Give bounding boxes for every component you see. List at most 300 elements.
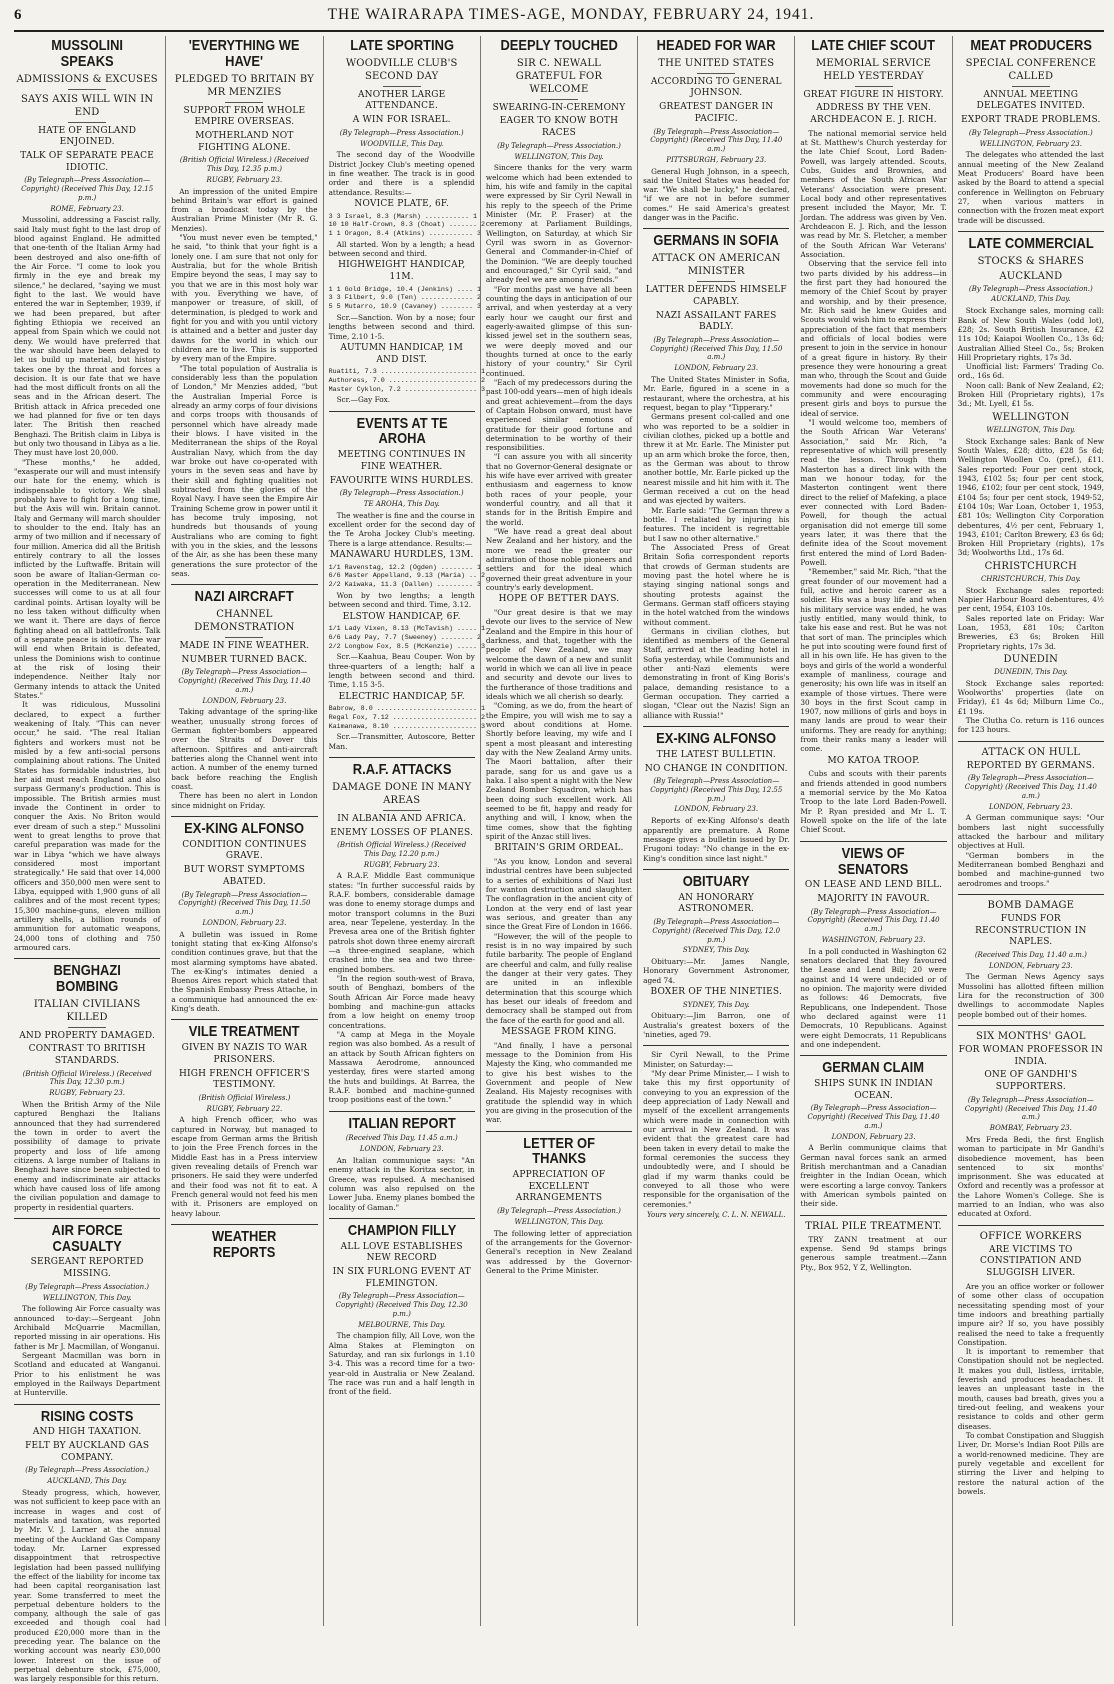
paragraph: The champion filly, All Love, won the Alma Stakes at Flemington on Saturday, and ran six furlongs in 1.10 3-4. This was a record time for a two-year-old in Australia or New Zealand. The race was run and a half length in front of the field. bbox=[328, 1331, 475, 1397]
paragraph: A Berlin communique claims that German naval forces sank an armed British merchantman and a Canadian freighter in the Indian Ocean, which were escorting a large convoy. Tankers with American symbols painted on their side. bbox=[800, 1143, 947, 1209]
column-1 bbox=[14, 36, 165, 1684]
credit-line: (By Telegraph—Press Association.) bbox=[339, 128, 464, 137]
credit-line: (By Telegraph—Press Association.) bbox=[25, 1282, 150, 1291]
headline-air-force: AIR FORCE CASUALTY bbox=[51, 1221, 123, 1255]
paragraph: "We have read a great deal about New Zealand and her history, and the more we read the greater our admiration of those noble pioneers and settlers and for the ideal which governed their great adventure in your country's early development. bbox=[485, 527, 633, 593]
placing: 1 1 Gold Bridge, 10.4 (Jenkins) .... 1 bbox=[328, 285, 482, 294]
advertisement-subhead: ARE VICTIMS TO CONSTIPATION AND SLUGGISH LIVER. bbox=[980, 1244, 1082, 1279]
placing: Kaimanawa, 8.10 ..................... 3 bbox=[328, 722, 486, 731]
paragraph: "Coming, as we do, from the heart of the Empire, you will wish me to say a word about conditions at Home. Shortly before leaving, my wife and I spent a most pleasant and interesting day with the New Zealand Army units. The Maori battalion, after their parade, sang for us and gave us a haka. I also spent a night with the New Zealand Bomber Squadron, which has been doing such excellent work. All seemed to be fit, happy and ready for anything and will, I know, when the time comes, show that the fighting spirit of the Anzac still lives. bbox=[485, 701, 633, 841]
race-note: Scr.—Transmitter, Autoscore, Better Man. bbox=[328, 732, 475, 751]
headline-attack-on-hull: ATTACK ON HULL bbox=[981, 746, 1081, 758]
race-note: Scr.—Kaahua, Beau Couper. Won by three-quarters of a length; half a length between second and third. Time, 1.15 3-5. bbox=[328, 652, 475, 690]
paragraph: "Our great desire is that we may devote our lives to the service of New Zealand and the Empire in this hour of darkness, and that, together with the people of New Zealand, we may welcome the dawn of a new and sunlit world in which we can all live in peace and security and devote our lives to the furtherance of those traditions and ideals which we all cherish so dearly. bbox=[485, 608, 633, 702]
credit-line: (By Telegraph—Press Association.) bbox=[339, 489, 464, 498]
subhead: FAVOURITE WINS HURDLES. bbox=[329, 475, 474, 486]
headline-german-claim: GERMAN CLAIM bbox=[822, 1059, 925, 1077]
paragraph: A high French officer, who was captured in Norway, but managed to escape from German arms the British to join the Free French forces in the Middle East has in a Press interview given revealing details of French war prisoners. He said they were underfed and their food was not fit to eat. A French general would not feed his men with it. Prisoners are employed on heavy labour. bbox=[171, 1115, 318, 1218]
subhead: GIVEN BY NAZIS TO WAR PRISONERS. bbox=[181, 1043, 308, 1065]
separator bbox=[68, 1027, 106, 1028]
credit-line: (British Official Wireless.) bbox=[198, 1093, 291, 1102]
dateline: BOMBAY, February 23. bbox=[989, 1124, 1072, 1133]
market-heading-dunedin: DUNEDIN bbox=[1003, 653, 1059, 665]
headline-everything: 'EVERYTHING WE HAVE' bbox=[189, 37, 300, 70]
subhead: WOODVILLE CLUB'S SECOND DAY bbox=[345, 57, 458, 82]
separator bbox=[68, 89, 106, 90]
credit-line: (By Telegraph—Press Association—Copyright) (Received This Day, 12.30 p.m.) bbox=[335, 1292, 468, 1318]
paragraph: "Remember," said Mr. Rich, "that the great founder of our movement had a full, active and heroic career as a soldier. His was a busy life and when his military service was ended, he was justly entitled, many would think, to take his ease and rest. But he was not that sort of man. The principles which he put into scouting were found first of all in his own life. He has given to the boys and girls of the world a wonderful example of manliness, courage and generosity; his own life was in itself an example of those virtues. There were 30 boys in the first Scout camp in 1907, now millions of girls and boys in many lands are proud to wear their uniforms. They are ready for anything; from their ranks many a leader will come. bbox=[800, 567, 947, 754]
credit-line: (Received This Day, 11.40 a.m.) bbox=[974, 950, 1087, 959]
article-break bbox=[171, 816, 317, 817]
column-6 bbox=[794, 36, 951, 1626]
subhead: ONE OF GANDHI'S SUPPORTERS. bbox=[984, 1070, 1078, 1093]
paragraph: Mrs Freda Bedi, the first English woman to participate in Mr Gandhi's disobedience movement, has been sentenced to six months' imprisonment. She was educated at Oxford and recently was a professor at the Lahore Women's College. She is married to an Indian, who was also educated at Oxford. bbox=[957, 1134, 1104, 1219]
headline-raf-attacks: R.A.F. ATTACKS bbox=[352, 761, 452, 779]
dateline: DUNEDIN, This Day. bbox=[994, 667, 1068, 676]
advertisement-text: It is important to remember that Constipation should not be neglected. It makes you dull, listless, irritable, feverish and produces headaches. It leaves an unpleasant taste in the mouth, causes bad breath, gives you a tired-out feeling, and weakens your resistance to colds and other germ diseases. bbox=[957, 1347, 1104, 1431]
paragraph: "You must never even be tempted," he said, "to think that your fight is a lonely one. I am sure that not only for Australia, but for the whole British Empire beyond the seas, I may say to you that we are in this most holy war with you. Everything we have, of manpower or treasure, of skill, of determination, is pledged to work and fight for you and with you until victory is attained and a better and juster day dawns for the world in which our children are to live. This is supported by every man of the Empire. bbox=[171, 233, 318, 364]
subhead: HIGH FRENCH OFFICER'S TESTIMONY. bbox=[178, 1068, 310, 1091]
paragraph: Germans present col-called and one who was reported to be a soldier in civilian clothes, picked up a bottle and threw it at Mr. Earle. The Minister put up an arm which broke the force, then, as the German was about to throw another bottle, Mr. Earle picked up the nearest missile and hit him with it. The German received a cut on the head and was ejected by waiters. bbox=[643, 412, 790, 506]
subhead: TALK OF SEPARATE PEACE IDIOTIC. bbox=[20, 150, 154, 173]
subhead: CONTRAST TO BRITISH STANDARDS. bbox=[28, 1044, 146, 1067]
article-break bbox=[171, 1019, 317, 1020]
race-results-woodville bbox=[328, 198, 486, 405]
article-break bbox=[958, 1225, 1104, 1226]
paragraph: "The total population of Australia is considerably less than the population of London," Mr Menzies added, "but the Australian Imperial Force is already an army corps of four divisions and corps troops with thousands of personnel which have already made their blows. I have visited in the Mediterranean the ships of the Royal Australian Navy, which from the day war broke out have co-operated with yours in the seven seas and have by their skill and fighting qualities not subtracted from the glories of the Royal Navy. I have seen the Empire Air Training Scheme grow in power until it has become truly imposing, not hundreds but thousands of young Australians who are coming to fight with you in the skies, and the lessons of the Air, as she has been these many generations the sure protector of the seas. bbox=[171, 363, 318, 578]
headline-benghazi: BENGHAZI BOMBING bbox=[53, 962, 121, 995]
headline-late-chief-scout: LATE CHIEF SCOUT bbox=[811, 37, 936, 54]
separator bbox=[68, 122, 106, 123]
paragraph: Taking advantage of the spring-like weather, unusually strong forces of German fighter-bombers appeared over the Straits of Dover this afternoon. Spitfires and anti-aircraft batteries along the Channel went into action. A number of the enemy turned back before reaching the English coast. bbox=[171, 707, 318, 792]
headline-vile-treatment: VILE TREATMENT bbox=[188, 1023, 300, 1041]
letter-intro: Sir Cyril Newall, to the Prime Minister, on Saturday:— bbox=[643, 1050, 790, 1069]
article-break bbox=[643, 869, 789, 870]
race-note: Won by two lengths; a length between second and third. Time, 3.12. bbox=[328, 590, 475, 610]
paragraph: "As you know, London and several industrial centres have been subjected to a series of exhibitions of Nazi lust for wanton destruction and slaughter. The conflagration in the ancient city of London at the very end of last year was serious, and greater than any since the Great Fire of London in 1666. bbox=[485, 856, 633, 932]
headline-obituary: OBITUARY bbox=[682, 872, 750, 890]
subhead: EXPORT TRADE PROBLEMS. bbox=[961, 115, 1101, 126]
dateline: PITTSBURGH, February 23. bbox=[666, 155, 767, 164]
paragraph: "However, the will of the people to resist is in no way impaired by such futile barbarity. The people of England are cheerful and calm, and fully realise the danger at their very gates. They are united in an inflexible determination that this scourge which has beset our ideals of freedom and democracy shall be stamped out from the face of the earth for good and all. bbox=[485, 931, 633, 1025]
paragraph: "For months past we have all been counting the days in anticipation of our arrival, and when yesterday at a very early hour we caught our first and eagerly-awaited glimpse of this sun-kissed jewel set in the southern seas, we were deeply moved and our thoughts turned at once to the early history of your country," Sir Cyril continued. bbox=[485, 284, 633, 378]
column-4 bbox=[480, 36, 637, 1626]
race-placings bbox=[328, 212, 486, 239]
race-note: All started. Won by a length; a head between second and third. bbox=[328, 239, 475, 259]
column-5 bbox=[637, 36, 794, 1626]
credit-line: (By Telegraph—Press Association—Copyright) (Received This Day, 11.40 a.m.) bbox=[178, 668, 311, 694]
dateline: RUGBY, February 23. bbox=[363, 860, 440, 869]
article-break bbox=[329, 411, 475, 412]
paragraph: Unofficial list: Farmers' Trading Co. ord., 16s 6d. bbox=[957, 362, 1104, 381]
credit-line: (By Telegraph—Press Association.) bbox=[497, 1207, 621, 1216]
placing: 3 3 Israel, 8.3 (Marsh) ........... 1 bbox=[328, 212, 478, 221]
dateline: SYDNEY, This Day. bbox=[682, 1000, 750, 1009]
paragraph: In a poll conducted in Washington 62 senators declared that they favoured the Lease and Lend Bill; 20 were against and 14 were undecided or of no opinion. The majority were divided as follows: 46 Democrats, five Republicans, one Independent. Those who declared against were 11 Democrats, 10 Republicans. Against were eight Democrats, 11 Republicans and one independent. bbox=[800, 946, 947, 1049]
paragraph: Sincere thanks for the very warm welcome which had been extended to him, his wife and family in the capital were expressed by Sir Cyril Newall in his reply to the speech of the Prime Minister (Mr. P. Fraser) at the ceremony at Parliament Buildings, Wellington, on Saturday, at which Sir Cyril was sworn in as Governor-General and Commander-in-Chief of the Dominion. "We are deeply touched and encouraged," Sir Cyril said, "and already feel we are among friends." bbox=[485, 163, 633, 285]
paragraph: Obituary:—Mr. James Nangle, Honorary Government Astronomer, aged 74. bbox=[643, 957, 790, 985]
credit-line: (By Telegraph—Press Association.) bbox=[25, 1466, 150, 1475]
dateline: AUCKLAND, This Day. bbox=[47, 1477, 127, 1486]
placing: 3 3 Filbert, 9.0 (Ten) ............. 2 bbox=[328, 294, 482, 303]
headline-weather: WEATHER REPORTS bbox=[212, 1228, 277, 1261]
masthead-title: THE WAIRARAPA TIMES-AGE, MONDAY, FEBRUARY 24, 1941. bbox=[327, 6, 815, 23]
credit-line: (British Official Wireless.) (Received This Day, 12.35 p.m.) bbox=[179, 156, 309, 173]
headline-te-aroha: EVENTS AT TE AROHA bbox=[356, 414, 448, 448]
paragraph: Noon call: Bank of New Zealand, £2; Broken Hill (Proprietary rights), 17s 3d.; Mt. Lyell, £1 5s. bbox=[957, 380, 1104, 409]
paragraph: General Hugh Johnson, in a speech, said the United States was headed for war. "We shall be lucky," he declared, "if we are not in before summer comes." He said America's greatest danger was in the Pacific. bbox=[643, 166, 790, 223]
paragraph: The following Air Force casualty was announced to-day:—Sergeant John Archibald McQuarrie Macmillan, reported missing in air operations. His father is Mr J. Macmillan, of Wonganui. bbox=[14, 1304, 161, 1351]
paragraph: The second day of the Woodville District Jockey Club's meeting opened in fine weather. The track is in good order and there is a splendid attendance. Results:— bbox=[328, 150, 475, 197]
section-subhead: HOPE OF BETTER DAYS. bbox=[498, 594, 620, 605]
subhead: NUMBER TURNED BACK. bbox=[181, 654, 308, 665]
credit-line: (By Telegraph—Press Association.) bbox=[968, 128, 1093, 137]
subhead: ALL LOVE ESTABLISHES NEW RECORD bbox=[340, 1241, 463, 1264]
dateline: WOODVILLE, This Day. bbox=[360, 139, 444, 148]
article-break bbox=[958, 1025, 1104, 1026]
paragraph: The delegates who attended the last annual meeting of the New Zealand Meat Producers' Board have been asked by the Board to attend a special conference in Wellington on February 27, when various matters in connection with the frozen meat export trade will be discussed. bbox=[957, 150, 1104, 225]
article-break bbox=[800, 1215, 946, 1216]
dateline: WELLINGTON, This Day. bbox=[42, 1293, 132, 1302]
paragraph: Obituary:—Jim Barron, one of Australia's greatest boxers of the 'nineties, aged 79. bbox=[643, 1011, 790, 1040]
subhead: SUPPORT FROM WHOLE EMPIRE OVERSEAS. bbox=[183, 105, 306, 128]
headline-nazi-aircraft: NAZI AIRCRAFT bbox=[194, 588, 294, 606]
race-name: MANAWARU HURDLES, 13M. bbox=[329, 550, 474, 561]
credit-line: (By Telegraph—Press Association—Copyright) (Received This Day, 12.0 p.m.) bbox=[652, 918, 781, 944]
subhead: APPRECIATION OF EXCELLENT ARRANGEMENTS bbox=[512, 1170, 606, 1204]
race-name: HIGHWEIGHT HANDICAP, 11M. bbox=[338, 260, 466, 283]
subhead: AND PROPERTY DAMAGED. bbox=[19, 1030, 156, 1041]
credit-line: (By Telegraph—Press Association.) bbox=[497, 141, 621, 150]
advertisement-heading: TRIAL PILE TREATMENT. bbox=[805, 1220, 942, 1232]
placing: Regal Fox, 7.12 ..................... 2 bbox=[328, 714, 486, 723]
dateline: WELLINGTON, This Day. bbox=[986, 425, 1076, 434]
credit-line: (By Telegraph—Press Association—Copyright) (Received This Day, 11.50 a.m.) bbox=[178, 890, 311, 917]
separator bbox=[1012, 86, 1050, 87]
paragraph: Sergeant Macmillan was born in Scotland and educated at Wanganui. Prior to his enlistment he was employed in the Railways Department at Hunterville. bbox=[14, 1350, 161, 1398]
headline-headed-for-war: HEADED FOR WAR bbox=[656, 37, 776, 54]
dateline: LONDON, February 23. bbox=[988, 802, 1073, 811]
page-number: 6 bbox=[14, 7, 22, 23]
headline-italian-report: ITALIAN REPORT bbox=[348, 1114, 456, 1132]
separator bbox=[383, 810, 421, 811]
headline-six-months-gaol: SIX MONTHS' GAOL bbox=[975, 1031, 1086, 1043]
paragraph: Sales reported late on Friday: War Loan, 1953, £81 10s; Carlton Breweries, £3 6s; Broken Hill Proprietary rights, 17s 3d. bbox=[957, 613, 1104, 651]
paragraph: An impression of the united Empire behind Britain's war effort is gained from a broadcast today by the Australian Prime Minister (Mr R. G. Menzies). bbox=[171, 186, 318, 233]
subhead: THE LATEST BULLETIN. bbox=[656, 749, 776, 760]
subhead: MEMORIAL SERVICE HELD YESTERDAY bbox=[815, 57, 932, 82]
paragraph: A R.A.F. Middle East communique states: "In further successful raids by R.A.F. bombers, considerable damage was done to enemy storage dumps and motor transport columns in the Buzi area, near Tepelene, yesterday. In the Prevesa area one of the British fighter patrols shot down three enemy aircraft—a three-engined seaplane, which crashed into the sea and two three-engined bombers. bbox=[328, 871, 475, 974]
placing: 2/2 Longbow Fox, 8.5 (McKenzie) ..... 3 bbox=[328, 642, 486, 651]
credit-line: (British Official Wireless.) (Received This Day, 12.30 p.m.) bbox=[22, 1069, 152, 1087]
advertisement-text: To combat Constipation and Sluggish Liver, Dr. Morse's Indian Root Pills are a world-renowned medicine. They are purely vegetable and excellent for stirring the Liver and helping to restore the natural action of the bowels. bbox=[957, 1431, 1104, 1497]
paragraph: A German communique says: "Our bombers last night successfully attacked the harbour and military objectives at Hull. bbox=[957, 813, 1104, 851]
credit-line: (By Telegraph—Press Association—Copyright) (Received This Day, 11.40 a.m.) bbox=[964, 1095, 1097, 1122]
race-name: NOVICE PLATE, 6F. bbox=[354, 198, 450, 209]
headline-champion-filly: CHAMPION FILLY bbox=[347, 1221, 456, 1239]
dateline: MELBOURNE, This Day. bbox=[358, 1320, 446, 1329]
subhead: MADE IN FINE WEATHER. bbox=[179, 641, 310, 652]
subhead: SHIPS SUNK IN INDIAN OCEAN. bbox=[814, 1079, 933, 1101]
article-break bbox=[171, 584, 317, 585]
credit-line: (By Telegraph—Press Association—Copyright) (Received This Day, 11.40 a.m.) bbox=[807, 907, 940, 934]
race-placings bbox=[328, 563, 486, 590]
credit-line: (By Telegraph—Press Association—Copyright) (Received This Day, 11.50 a.m.) bbox=[650, 335, 783, 362]
subhead: ITALIAN CIVILIANS KILLED bbox=[33, 998, 141, 1023]
credit-line: (By Telegraph—Press Association—Copyright) (Received This Day, 12.15 p.m.) bbox=[21, 176, 154, 202]
letter-signature: Yours very sincerely, C. L. N. NEWALL. bbox=[646, 1210, 786, 1219]
article-break bbox=[800, 841, 946, 842]
subhead: ATTACK ON AMERICAN MINISTER bbox=[651, 253, 781, 278]
subhead: ADDRESS BY THE VEN. ARCHDEACON E. J. RICH. bbox=[810, 103, 937, 126]
dateline: RUGBY, February 23. bbox=[206, 175, 283, 184]
separator bbox=[540, 99, 578, 100]
dateline: CHRISTCHURCH, This Day. bbox=[980, 574, 1081, 583]
subhead: SPECIAL CONFERENCE CALLED bbox=[965, 57, 1097, 82]
headline-germans-in-sofia: GERMANS IN SOFIA bbox=[653, 232, 779, 250]
subhead: FUNDS FOR RECONSTRUCTION IN NAPLES. bbox=[975, 913, 1087, 948]
race-note: Scr.—Gay Fox. bbox=[336, 395, 391, 405]
paragraph: The Clutha Co. return is 116 ounces for 123 hours. bbox=[957, 715, 1104, 735]
paragraph: When the British Army of the Nile captured Benghazi the Italians announced that they had surrendered the town in order to avert the possibility of damage to private property and loss of life among citizens. A large number of Italians in Benghazi have since been subjected to enemy and indiscriminate air attacks which have caused loss of life among the civilian population and damage to property in residential quarters. bbox=[14, 1099, 161, 1212]
subhead: MEETING CONTINUES IN FINE WEATHER. bbox=[337, 450, 466, 472]
advertisement-heading: OFFICE WORKERS bbox=[979, 1230, 1082, 1242]
paragraph: The national memorial service held at St. Matthew's Church yesterday for the late Chief Scout, Lord Baden-Powell, was largely attended. Scouts, Cubs, Guides and Brownies, and members of the South African War Veterans' Association were present. Local body and other representatives present included the Mayor, Mr. T. Jordan. The address was given by Ven. Archdeacon E. J. Rich, and the lesson was read by Mr. S. Fletcher, a member of the South African War Veterans' Association. bbox=[800, 128, 947, 260]
masthead bbox=[14, 6, 1104, 30]
paragraph: "I would welcome too, members of the South African War Veterans' Association," said Mr. Rich, "a representative of which will presently read the lesson. Through them Masterton has a direct link with the man we honour today, for the Masterton contingent went there direct to the relief of Mafeking, a place ever connected with Lord Baden-Powell, for though the actual organisation did not emerge till some years later, it was there that the definite idea of the Scout movement first entered the mind of Lord Baden-Powell. bbox=[800, 417, 947, 567]
race-placings bbox=[328, 625, 486, 651]
headline-mussolini: MUSSOLINI SPEAKS bbox=[51, 37, 123, 70]
subhead: BUT WORST SYMPTOMS ABATED. bbox=[183, 865, 306, 887]
paragraph: Steady progress, which, however, was not sufficient to keep pace with an increase in wages and cost of materials and taxation, was reported by Mr. V. J. Larner at the annual meeting of the Auckland Gas Company today. Mr. Larner expressed disappointment that retrospective legislation had been passed nullifying the effect of the liability for income tax had been capital reorganisation last year. Some transferred to meet the perpetual debenture holders to the company, although the sale of gas exceeded and though coal had produced £20,000 more than in the preceding year. The balance on the working account was nearly £30,000 lower. Interest on the issue of perpetual debenture stock, £75,000, was largely responsible for this return. bbox=[14, 1487, 161, 1684]
paragraph: "I can assure you with all sincerity that no Governor-General designate or his wife have ever arrived with greater enthusiasm and eagerness to know both races of your people, your wonderful country, and all that it stands for in the British Empire and the world. bbox=[485, 452, 633, 527]
paragraph: It was ridiculous, Mussolini declared, to expect a further weakening of Italy. "This can never occur," he said. "The real Italian fighters and workers must not be misled by a few anti-social persons complaining about rations. The United States has formidable industries, but her aid must reach England and also surpass Germany's production. This is impossible. The British armies must invade the Continent in order to conquer the Axis. No Briton would ever dream of such a step." Mussolini went to great lengths to prove that careful preparation was made for the war in Libya "which we have always considered most important strategically." He said that over 14,000 officers and 350,000 men were sent to Libya, equipped with 1,900 guns of all calibres and of the most recent types; 15,300 machine-guns, eleven million artillery shells, a billion rounds of ammunition for automatic weapons, 24,000 tons of clothing and 750 armoured cars. bbox=[14, 700, 161, 952]
paragraph: Cubs and scouts with their parents and friends attended in good numbers a memorial service by the Mo Katoa Troop to the late Lord Baden-Powell. Mr P. Ryan presided and Mr L. T. Howell spoke on the life of the late Chief Scout. bbox=[800, 769, 947, 835]
placing: Authoress, 7.0 ...................... 2 bbox=[328, 376, 486, 385]
headline-rising-costs: RISING COSTS bbox=[40, 1407, 134, 1425]
article-break bbox=[329, 1111, 475, 1112]
subhead: SAYS AXIS WILL WIN IN END bbox=[20, 93, 154, 118]
placing: 6/6 Lady Pay, 7.7 (Sweeney) ........ 2 bbox=[328, 633, 482, 642]
credit-line: (By Telegraph—Press Association.) bbox=[968, 284, 1093, 293]
paragraph: "And finally, I have a personal message to the Dominion from His Majesty the King, who commanded me to give his best wishes to the Government and people of New Zealand. His Majesty recognises with gratitude the splendid way in which you are giving in the prosecution of the war. bbox=[485, 1040, 633, 1125]
dateline: RUGBY, February 23. bbox=[49, 1089, 126, 1098]
headline-views-of-senators: VIEWS OF SENATORS bbox=[838, 844, 909, 878]
race-placings bbox=[328, 705, 486, 731]
paragraph: Stock Exchange sales, morning call: Bank of New South Wales (odd lot), £28; 2s. South British Insurance, £2 11s 10d; Kaiapoi Woollen Co., 13s 6d; Australian Allied Steel Co., 5s; Broken Hill Proprietary rights, 17s 3d. bbox=[957, 306, 1104, 362]
placing: 1/1 Ravenstag, 12.2 (Ogden) ........ 1 bbox=[328, 563, 482, 572]
separator bbox=[697, 281, 735, 282]
race-placings bbox=[328, 285, 482, 312]
dateline: RUGBY, February 22. bbox=[206, 1104, 283, 1113]
placing: 5 5 Mutarro, 10.9 (Cavaney) ........ 3 bbox=[328, 303, 482, 312]
placing: 1/1 Lady Vixen, 8.13 (McTavish) ..... 1 bbox=[328, 625, 486, 634]
article-break bbox=[329, 1218, 475, 1219]
columns bbox=[14, 36, 1104, 1684]
credit-line: (Received This Day, 11.45 a.m.) bbox=[345, 1134, 458, 1143]
separator bbox=[225, 102, 263, 103]
subhead: FOR WOMAN PROFESSOR IN INDIA. bbox=[958, 1045, 1104, 1067]
subhead: DAMAGE DONE IN MANY AREAS bbox=[332, 781, 472, 806]
article-break bbox=[800, 1055, 946, 1056]
column-2 bbox=[165, 36, 322, 1626]
paragraph: A bulletin was issued in Rome tonight stating that ex-King Alfonso's condition continues grave, but that the most alarming symptoms have abated. The ex-King's intimates denied a Buenos Aires report which stated that the Spanish Embassy Press Attache, in a communique had announced the ex-King's death. bbox=[171, 929, 318, 1014]
market-heading-auckland: AUCKLAND bbox=[999, 270, 1063, 282]
subhead: BOXER OF THE NINETIES. bbox=[650, 986, 783, 997]
race-results-te-aroha bbox=[328, 550, 486, 751]
subhead: ANOTHER LARGE ATTENDANCE. bbox=[357, 89, 446, 112]
paragraph: Mussolini, addressing a Fascist rally, said Italy must fight to the last drop of blood against England. He admitted that one-tenth of the Italian Army had been destroyed and also one-fifth of the Air Force. "I come to look you firmly in the eye and break my silence," he declared, "saying we must fight to the last. We would have entered the war in September, 1939, if we had been prepared, but after fighting Ethiopia we received an appeal from Spain which we could not deny. We would have preferred that the war should have been delayed to let us build up material, but history takes one by the throat and forces a decision. It is our fate that we have had the most difficult fronts on all the seas and in the African desert. The British attack in Africa preceded one we had planned for five or ten days later. The British then reached Benghazi. The British claim in Libya is but only two thousand in Libya as a lie. They must have lost 20,000. bbox=[14, 215, 161, 458]
credit-line: (British Official Wireless.) (Received This Day, 12.20 p.m.) bbox=[337, 841, 467, 858]
paragraph: The following letter of appreciation of the arrangements for the Governor-General's reception in New Zealand was addressed by the Governor-General to the Prime Minister. bbox=[485, 1228, 633, 1275]
subhead: HATE OF ENGLAND ENJOINED. bbox=[38, 125, 137, 148]
placing: Ruatiti, 7.3 ........................ 1 bbox=[328, 368, 486, 377]
paragraph: Observing that the service fell into two parts divided by his address—in the first part they had honoured the memory of the Chief Scout by prayer and worship, and by their presence, Mr. Rich said he knew Guides and Scouts would wish him to express their appreciation of the fact that members and officials of local bodies were present to join in the service in honour of a great figure in history. By their presence they were honouring a great man who, through the Scout and Guide movements had done so much for the community and were encouraging present girls and boys to pursue the ideal of service. bbox=[800, 259, 947, 418]
placing: 6/6 Master Appelland, 9.13 (Maria) .. 2 bbox=[328, 572, 486, 581]
paragraph: The Associated Press of Great Britain Sofia correspondent reports that crowds of German students are moving past the hotel where he is staying singing national songs and shouting protests against the Germans. German staff officers staying in the hotel watched from the windows without comment. bbox=[643, 542, 790, 627]
paragraph: Stock Exchange sales reported: Napier Harbour Board debentures, 4½ per cent, 1954, £103 10s. bbox=[957, 585, 1104, 614]
paragraph: An Italian communique says: "An enemy attack in the Koritza sector, in Greece, was repulsed. A mechanised column was also repulsed on the Lower Juba. Enemy planes bombed the locality of Gaman." bbox=[328, 1155, 475, 1212]
placing: 1 1 Oragon, 8.4 (Atkins) ........... 3 bbox=[328, 230, 482, 239]
article-break bbox=[486, 1131, 632, 1132]
article-break bbox=[958, 741, 1104, 742]
subhead: FELT BY AUCKLAND GAS COMPANY. bbox=[25, 1441, 150, 1463]
advertisement-text: Are you an office worker or follower of some other class of occupation necessitating spending most of your time indoors and breathing partially impure air? If so, you have possibly realised the need to take a frequently Constipation. bbox=[957, 1281, 1104, 1347]
article-break bbox=[171, 1224, 317, 1225]
paragraph: "Each of my predecessors during the past 100-odd years—men of high ideals and great achievement—from the days of Captain Hobson onward, must have experienced similar emotions of gratitude for their good fortune and determination to be worthy of their responsibilities. bbox=[485, 377, 633, 453]
article-break bbox=[14, 958, 160, 959]
dateline: LONDON, February 23. bbox=[202, 696, 287, 705]
credit-line: (By Telegraph—Press Association—Copyright) (Received This Day, 12.55 p.m.) bbox=[650, 777, 783, 803]
subhead: NAZI ASSAILANT FARES BADLY. bbox=[656, 310, 777, 333]
subhead: ANNUAL MEETING DELEGATES INVITED. bbox=[976, 89, 1086, 112]
paragraph: "German bombers in the Mediterranean bombed Benghazi and bombed and machine-gunned two aerodromes and troops." bbox=[957, 850, 1104, 888]
separator bbox=[225, 637, 263, 638]
subhead: A WIN FOR ISRAEL. bbox=[352, 115, 451, 126]
dateline: LONDON, February 23. bbox=[202, 918, 287, 927]
subhead: MOTHERLAND NOT FIGHTING ALONE. bbox=[195, 130, 294, 153]
headline-letter-of-thanks: LETTER OF THANKS bbox=[523, 1134, 595, 1168]
headline-alfonso: EX-KING ALFONSO bbox=[184, 820, 305, 838]
subhead: ENEMY LOSSES OF PLANES. bbox=[330, 827, 474, 838]
placing: Master Cyklon, 7.2 .................. 3 bbox=[328, 385, 486, 394]
subhead: PLEDGED TO BRITAIN BY MR MENZIES bbox=[174, 73, 315, 98]
paragraph: The weather is fine and the course in excellent order for the second day of the Te Aroha Jockey Club's meeting. There is a large attendance. Results:— bbox=[328, 510, 475, 548]
subhead: SERGEANT REPORTED MISSING. bbox=[30, 1257, 144, 1280]
race-name: ELSTOW HANDICAP, 6F. bbox=[342, 611, 461, 622]
paragraph: The United States Minister in Sofia, Mr. Earle, figured in a scene in a restaurant, where the orchestra, at his request, began to play "Tipperary." bbox=[643, 374, 790, 412]
subhead: IN SIX FURLONG EVENT AT FLEMINGTON. bbox=[332, 1267, 471, 1289]
paragraph: The German News Agency says Mussolini has allotted fifteen million Lira for the reconstruction of 300 dwellings to accommodate Naples people bombed out of their homes. bbox=[957, 972, 1104, 1019]
subhead: GREATEST DANGER IN PACIFIC. bbox=[659, 102, 774, 124]
paragraph: "These months," he added, "exasperate our will and must intensify our hate for the enemy, which is indispensable to victory. We shall probably have to fight for a long time, but the Axis will win. Britain cannot. Italy and Germany will march shoulder to shoulder to the end. Italy has an army of two million and if necessary of four million. America did all the British entirely contrary to all the losses inflicted by the Luftwaffe. Britain will soon be aware of Italian-German co-operation in the Mediterranean. New successes will come to us at all four cardinal points. Artisan loyalty will be no less taken without difficulty when we want it. There are days of fierce fighting ahead on all battlefronts. Talk of a separate peace is idiotic. The war will end when Britain is defeated, unless the Dominions wish to continue at the risk of losing their independence. Neither Italy nor Germany intends to attack the United States." bbox=[14, 457, 161, 700]
race-note: Scr.—Sanction. Won by a nose; four lengths between second and third. Time, 2.10 1-5. bbox=[328, 312, 475, 341]
masthead-rule bbox=[14, 30, 1104, 32]
headline-late-sporting: LATE SPORTING bbox=[349, 37, 454, 54]
subhead: REPORTED BY GERMANS. bbox=[966, 760, 1095, 771]
paragraph: "A camp at Mega in the Moyale region was also bombed. As a result of an attack by South African fighters on Massawa Aerodrome, announced yesterday, fires were started among the huts and buildings. At Barrea, the R.A.F. bombed and machine-gunned troop positions east of the town." bbox=[328, 1030, 475, 1105]
market-heading-christchurch: CHRISTCHURCH bbox=[984, 560, 1078, 572]
subhead: AND HIGH TAXATION. bbox=[32, 1427, 142, 1438]
headline-bomb-damage: BOMB DAMAGE bbox=[987, 899, 1075, 911]
subhead: ON LEASE AND LEND BILL. bbox=[804, 880, 943, 891]
article-break bbox=[643, 1045, 789, 1046]
race-placings bbox=[328, 368, 486, 394]
dateline: WELLINGTON, February 23. bbox=[979, 139, 1083, 148]
subhead: IN ALBANIA AND AFRICA. bbox=[337, 813, 467, 824]
section-subhead: MESSAGE FROM KING. bbox=[501, 1026, 617, 1037]
credit-line: (By Telegraph—Press Association—Copyright) (Received This Day, 11.40 a.m.) bbox=[807, 1104, 940, 1130]
subhead: GREAT FIGURE IN HISTORY. bbox=[803, 89, 944, 100]
article-break bbox=[958, 894, 1104, 895]
market-heading-wellington: WELLINGTON bbox=[992, 411, 1070, 423]
dateline: WASHINGTON, February 23. bbox=[821, 935, 926, 944]
subhead: STOCKS & SHARES bbox=[977, 255, 1085, 267]
separator bbox=[383, 86, 421, 87]
separator bbox=[855, 86, 893, 87]
section-subhead: BRITAIN'S GRIM ORDEAL. bbox=[494, 843, 624, 854]
subhead: ACCORDING TO GENERAL JOHNSON. bbox=[650, 76, 782, 99]
dateline: AUCKLAND, This Day. bbox=[991, 295, 1071, 304]
subhead: EAGER TO KNOW BOTH RACES bbox=[499, 116, 619, 139]
headline-alfonso-bulletin: EX-KING ALFONSO bbox=[656, 730, 777, 748]
article-break bbox=[958, 231, 1104, 232]
subhead: MAJORITY IN FAVOUR. bbox=[817, 893, 930, 904]
placing: 2/2 Kaiwaka, 11.3 (Dallen) ......... 3 bbox=[328, 581, 482, 590]
subhead: LATTER DEFENDS HIMSELF CAPABLY. bbox=[645, 285, 787, 307]
credit-line: (By Telegraph—Press Association—Copyright) (Received This Day, 11.40 a.m.) bbox=[650, 127, 783, 153]
dateline: WELLINGTON, This Day. bbox=[514, 152, 604, 161]
paragraph: "In the region south-west of Brava, south of Benghazi, bombers of the South African Air Force made heavy bombing and machine-gun attacks from a low height on enemy troop concentrations. bbox=[328, 974, 475, 1030]
article-break bbox=[329, 757, 475, 758]
dateline: LONDON, February 23. bbox=[831, 1132, 916, 1141]
dateline: LONDON, February 23. bbox=[359, 1145, 444, 1154]
paragraph: Reports of ex-King Alfonso's death apparently are premature. A Rome message gives a bulletin issued by Dr. Frugoni today: "No change in the ex-King's condition since last night." bbox=[643, 816, 790, 863]
article-break bbox=[643, 726, 789, 727]
headline-late-commercial: LATE COMMERCIAL bbox=[968, 234, 1094, 252]
dateline: LONDON, February 23. bbox=[988, 961, 1073, 970]
column-7 bbox=[952, 36, 1104, 1626]
dateline: ROME, February 23. bbox=[50, 204, 124, 213]
dateline: WELLINGTON, This Day. bbox=[514, 1217, 604, 1226]
paragraph: Germans in civilian clothes, but identified as members of the General Staff, arrived at the leading hotel in Sofia yesterday, while Communists and other anti-Nazi elements were demonstrating in front of King Boris's palace, demanding resistance to a German occupation. They carried a slogan, "Clear out the Nazis! Sign an alliance with Russia!" bbox=[643, 626, 790, 720]
subhead: SIR C. NEWALL GRATEFUL FOR WELCOME bbox=[515, 57, 603, 95]
dateline: SYDNEY, This Day. bbox=[682, 946, 750, 955]
placing: Babrow, 8.0 ......................... 1 bbox=[328, 705, 486, 714]
dateline: LONDON, February 23. bbox=[674, 364, 759, 373]
paragraph: Stock Exchange sales reported: Woolworths' properties (late on Friday), £1 4s 6d; Milburn Lime Co., £1 19s. bbox=[957, 678, 1104, 716]
dateline: TE AROHA, This Day. bbox=[363, 500, 440, 508]
column-3 bbox=[323, 36, 486, 1626]
subhead: CONDITION CONTINUES GRAVE. bbox=[182, 839, 307, 862]
separator bbox=[697, 73, 735, 74]
headline-deeply-touched: DEEPLY TOUCHED bbox=[500, 37, 618, 54]
article-break bbox=[14, 1404, 160, 1405]
paragraph: There has been no alert in London since midnight on Friday. bbox=[171, 791, 318, 810]
credit-line: (By Telegraph—Press Association—Copyright) (Received This Day, 11.40 a.m.) bbox=[964, 774, 1097, 800]
advertisement-text: TRY ZANN treatment at our expense. Send 9d stamps brings generous sample treatment.—Zann Pty., Box 952, Y Z, Wellington. bbox=[800, 1234, 947, 1272]
subhead: ADMISSIONS & EXCUSES bbox=[16, 73, 158, 85]
paragraph: "My dear Prime Minister,— I wish to take this my first opportunity of conveying to you an expression of the deep appreciation of Lady Newall and myself of the excellent arrangements which were made in connection with our arrival in New Zealand. It was evident that the greatest care had been taken in every detail to make the formal ceremonies the success they undoubtedly were, and I should be glad if my warm thanks could be conveyed to all those who were responsible for the organisation of the ceremonies." bbox=[643, 1069, 790, 1209]
article-break bbox=[643, 228, 789, 229]
subhead: AN HONORARY ASTRONOMER. bbox=[678, 892, 755, 915]
paragraph: Stock Exchange sales: Bank of New South Wales, £28; ditto, £28 5s 6d; Wellington Woollen Co. (pref.), £11. Sales reported: Four per cent stock, 1943, £102 5s; four per cent stock, 1946, £102; four per cent stock, 1949, £104 5s; four per cent stock, 1949-52, £104 10s; War Loan, October 1, 1953, £81 10s; Wellington City Corporation debentures, 4½ per cent, February 1, 1943, £101; Carlton Brewery, £3 6s 6d; Broken Hill Proprietary (rights), 17s 3d; Woolworths Ltd., 17s 6d. bbox=[957, 436, 1104, 558]
headline-meat-producers: MEAT PRODUCERS bbox=[970, 37, 1092, 54]
placing: 10 10 Half-Crown, 8.3 (Choat) ....... 2 bbox=[328, 221, 486, 230]
subhead: SWEARING-IN-CEREMONY bbox=[492, 102, 626, 113]
article-break bbox=[14, 1218, 160, 1219]
subhead: THE UNITED STATES bbox=[658, 57, 775, 69]
